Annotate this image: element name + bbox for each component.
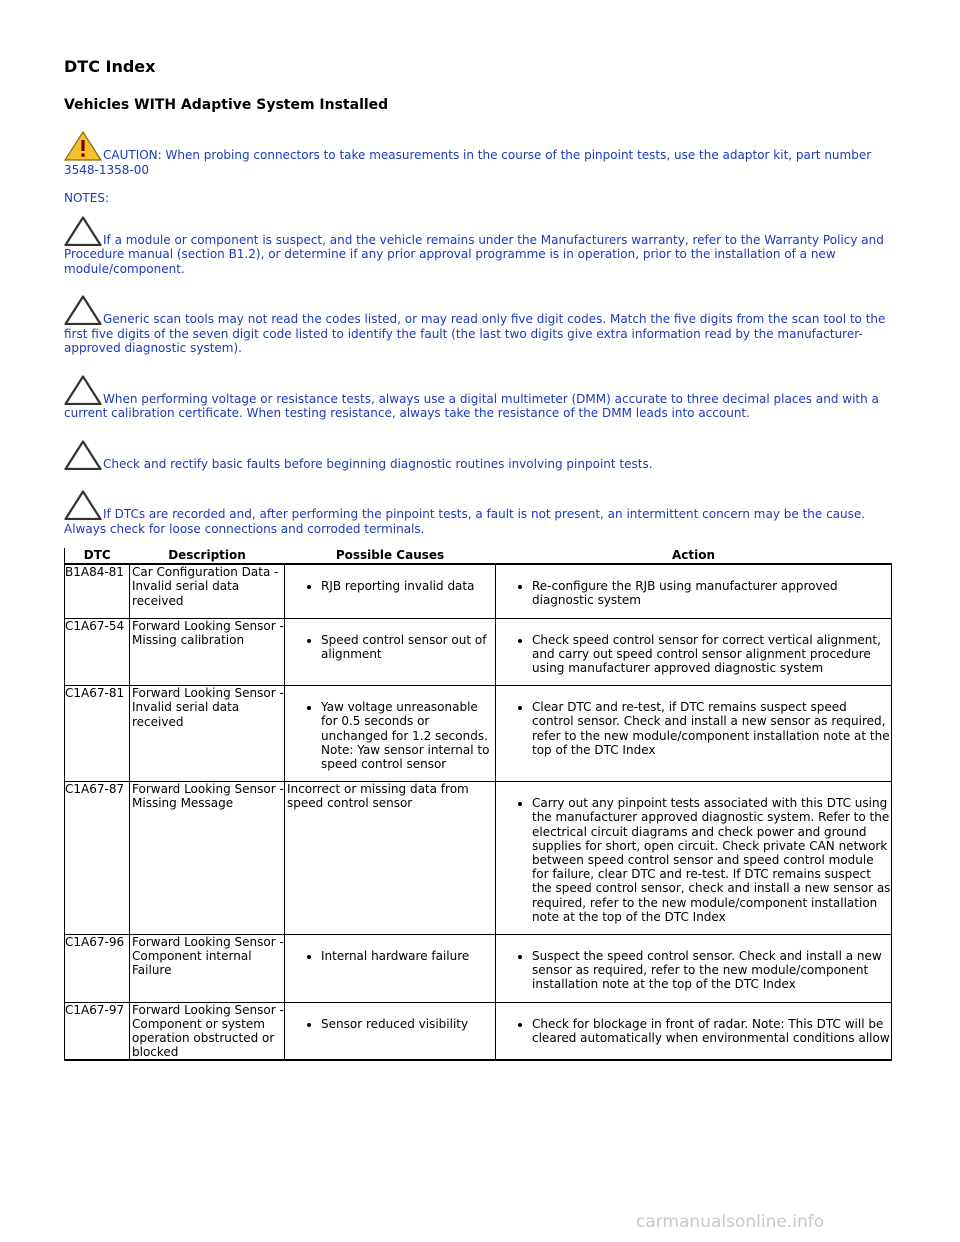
dtc-description: Forward Looking Sensor - Component or system operation obstructed or blocked — [130, 1002, 285, 1060]
dtc-code: C1A67-81 — [65, 686, 130, 782]
possible-cause: Incorrect or missing data from speed control sensor — [285, 782, 496, 935]
action-item: • Clear DTC and re-test, if DTC remains suspect speed control sensor. Check and install a new sensor as required, refer to the new module/component installation note at the top of the DTC Index — [532, 700, 891, 757]
note-item — [64, 375, 894, 421]
note-item — [64, 490, 894, 536]
possible-cause: • Sensor reduced visibility — [321, 1017, 495, 1031]
page-subtitle: Vehicles WITH Adaptive System Installed — [64, 97, 389, 113]
dtc-code: C1A67-54 — [65, 618, 130, 686]
action-item: • Re-configure the RJB using manufacturer approved diagnostic system — [532, 579, 891, 607]
note-triangle-icon — [64, 216, 102, 246]
caution-block — [64, 131, 894, 177]
dtc-description: Forward Looking Sensor - Missing calibration — [130, 618, 285, 686]
note-text: If a module or component is suspect, and the vehicle remains under the Manufacturers warranty, refer to the Warranty Policy and Procedure manual (section B1.2), or determine if any prior approval programme is in operation, prior to the installation of a new module/component. — [64, 232, 884, 276]
column-header-possible-causes: Possible Causes — [285, 548, 496, 564]
note-triangle-icon — [64, 375, 102, 405]
note-triangle-icon — [64, 440, 102, 470]
note-item — [64, 216, 894, 277]
dtc-description: Forward Looking Sensor - Missing Message — [130, 782, 285, 935]
dtc-description: Car Configuration Data - Invalid serial data received — [130, 564, 285, 618]
warning-triangle-icon — [64, 131, 102, 161]
note-triangle-icon — [64, 295, 102, 325]
note-text: When performing voltage or resistance tests, always use a digital multimeter (DMM) accurate to three decimal places and with a current calibration certificate. When testing resistance, always take the resistance of the DMM leads into account. — [64, 391, 879, 420]
table-row — [65, 935, 892, 1003]
dtc-code: C1A67-97 — [65, 1002, 130, 1060]
action-item: • Check for blockage in front of radar. Note: This DTC will be cleared automatically when environmental conditions allow — [532, 1017, 891, 1045]
table-row — [65, 618, 892, 686]
action-item: • Check speed control sensor for correct vertical alignment, and carry out speed control sensor alignment procedure using manufacturer approved diagnostic system — [532, 633, 891, 676]
caution-text: CAUTION: When probing connectors to take measurements in the course of the pinpoint tests, use the adaptor kit, part number 3548-1358-00 — [64, 148, 872, 177]
note-text: Check and rectify basic faults before beginning diagnostic routines involving pinpoint tests. — [103, 456, 653, 471]
table-row — [65, 564, 892, 618]
dtc-description: Forward Looking Sensor - Component internal Failure — [130, 935, 285, 1003]
document — [64, 56, 894, 1061]
possible-cause: • Internal hardware failure — [321, 949, 495, 963]
column-header-action: Action — [496, 548, 892, 564]
dtc-description: Forward Looking Sensor - Invalid serial data received — [130, 686, 285, 782]
table-row — [65, 1002, 892, 1060]
possible-cause: • RJB reporting invalid data — [321, 579, 495, 593]
note-text: Generic scan tools may not read the codes listed, or may read only five digit codes. Match the five digits from the scan tool to the first five digits of the seven digit code listed to identify the fault (the last two digits give extra information read by the manufacturer-approved diagnostic system). — [64, 312, 886, 355]
table-row — [65, 782, 892, 935]
watermark: carmanualsonline.info — [636, 1212, 825, 1232]
note-text: If DTCs are recorded and, after performing the pinpoint tests, a fault is not present, an intermittent concern may be the cause. Always check for loose connections and corroded terminals. — [64, 507, 866, 536]
dtc-table — [64, 548, 892, 1061]
action-item: • Carry out any pinpoint tests associated with this DTC using the manufacturer approved diagnostic system. Refer to the electrical circuit diagrams and check power and ground supplies for short, open circuit. Check private CAN network between speed control sensor and speed control module for failure, clear DTC and re-test. If DTC remains suspect the speed control sensor, check and install a new sensor as required, refer to the new module/component installation note at the top of the DTC Index — [532, 796, 891, 924]
dtc-code: B1A84-81 — [65, 564, 130, 618]
dtc-code: C1A67-96 — [65, 935, 130, 1003]
notes-label: NOTES: — [64, 191, 109, 205]
possible-cause: • Speed control sensor out of alignment — [321, 633, 495, 661]
possible-cause: • Yaw voltage unreasonable for 0.5 seconds or unchanged for 1.2 seconds. Note: Yaw sensor internal to speed control sensor — [321, 700, 495, 771]
action-item: • Suspect the speed control sensor. Check and install a new sensor as required, refer to the new module/component installation note at the top of the DTC Index — [532, 949, 891, 992]
dtc-code: C1A67-87 — [65, 782, 130, 935]
note-item — [64, 440, 894, 472]
table-header-row — [65, 548, 892, 564]
table-row — [65, 686, 892, 782]
note-item — [64, 295, 894, 356]
page-title: DTC Index — [64, 57, 156, 76]
note-triangle-icon — [64, 490, 102, 520]
column-header-dtc: DTC — [65, 548, 130, 564]
column-header-description: Description — [130, 548, 285, 564]
